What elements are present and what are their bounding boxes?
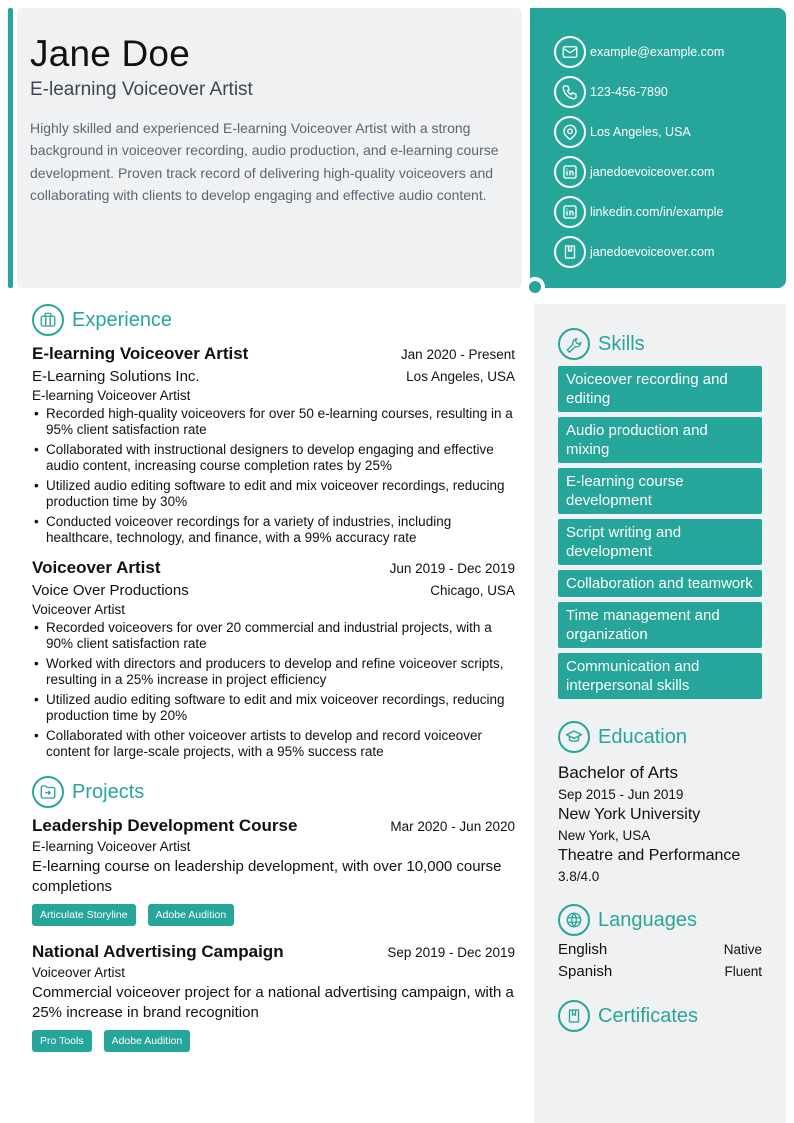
job-location: Los Angeles, USA	[406, 369, 515, 384]
contact-linkedin[interactable]	[554, 192, 786, 232]
contact-portfolio-text: janedoevoiceover.com	[590, 245, 715, 259]
languages-heading	[558, 904, 762, 936]
experience-title: Experience	[72, 308, 173, 331]
job-date: Jun 2019 - Dec 2019	[389, 561, 515, 576]
wrench-icon	[558, 328, 590, 360]
job-bullets	[32, 620, 515, 760]
connector-dot	[525, 277, 545, 297]
phone-icon	[554, 76, 586, 108]
education-heading	[558, 721, 762, 753]
project-tag: Adobe Audition	[104, 1030, 191, 1052]
job-bullet: • Collaborated with other voiceover artists to develop and record voiceover content for large-scale projects, with a 95% success rate	[32, 728, 515, 760]
language-row	[558, 941, 762, 958]
contact-email[interactable]	[554, 32, 786, 72]
job-bullet: • Utilized audio editing software to edit and mix voiceover recordings, reducing production time by 30%	[32, 478, 515, 510]
main-column	[32, 304, 515, 1052]
contact-panel	[530, 8, 786, 288]
experience-heading	[32, 304, 515, 336]
job-role: Voiceover Artist	[32, 602, 126, 617]
edu-location: New York, USA	[558, 828, 651, 843]
graduation-cap-icon	[558, 721, 590, 753]
language-level: Fluent	[724, 964, 762, 979]
project-entry	[32, 942, 515, 1052]
header	[17, 8, 522, 288]
project-description: E-learning course on leadership development, with over 10,000 course completions	[32, 858, 502, 895]
job-title: E-learning Voiceover Artist	[32, 344, 249, 363]
summary: Highly skilled and experienced E-learning Voiceover Artist with a strong background in voiceover recording, audio production, and e-learning course development. Proven track record of delivering high-quality voiceovers and collaborating with clients to develop engaging and effective audio content.	[30, 119, 499, 204]
header-accent-bar	[8, 8, 13, 288]
edu-field: Theatre and Performance	[558, 847, 741, 864]
language-row	[558, 963, 762, 980]
project-role: E-learning Voiceover Artist	[32, 839, 191, 854]
project-description: Commercial voiceover project for a national advertising campaign, with a 25% increase in brand recognition	[32, 984, 514, 1021]
job-company: Voice Over Productions	[32, 582, 189, 599]
skill-item: Communication and interpersonal skills	[558, 653, 762, 699]
edu-gpa: 3.8/4.0	[558, 869, 600, 884]
language-level: Native	[723, 942, 762, 957]
language-name: English	[558, 941, 608, 958]
projects-heading	[32, 776, 515, 808]
edu-school: New York University	[558, 806, 701, 823]
candidate-name: Jane Doe	[30, 33, 190, 74]
certificates-heading	[558, 1000, 762, 1032]
experience-entry	[32, 558, 515, 760]
contact-linkedin-text: linkedin.com/in/example	[590, 205, 724, 219]
job-bullet: • Utilized audio editing software to edit and mix voiceover recordings, reducing production time by 20%	[32, 692, 515, 724]
contact-phone[interactable]	[554, 72, 786, 112]
skills-title: Skills	[598, 332, 645, 355]
project-tag: Pro Tools	[32, 1030, 92, 1052]
bookmark-book-icon	[554, 236, 586, 268]
project-title: National Advertising Campaign	[32, 942, 284, 961]
project-title: Leadership Development Course	[32, 816, 298, 835]
contact-location-text: Los Angeles, USA	[590, 125, 691, 139]
mail-icon	[554, 36, 586, 68]
sidebar	[534, 304, 786, 1123]
skill-item: Script writing and development	[558, 519, 762, 565]
education-entry	[558, 763, 762, 884]
contact-phone-text: 123-456-7890	[590, 85, 668, 99]
contact-location	[554, 112, 786, 152]
language-name: Spanish	[558, 963, 613, 980]
job-bullet: • Recorded voiceovers for over 20 commercial and industrial projects, with a 90% client satisfaction rate	[32, 620, 515, 652]
skill-item: E-learning course development	[558, 468, 762, 514]
project-tags	[32, 904, 515, 926]
certificates-title: Certificates	[598, 1004, 699, 1027]
job-bullet: • Collaborated with instructional designers to develop engaging and effective audio content, increasing course completion rates by 25%	[32, 442, 515, 474]
edu-date: Sep 2015 - Jun 2019	[558, 787, 684, 802]
skill-item: Time management and organization	[558, 602, 762, 648]
project-tag: Articulate Storyline	[32, 904, 136, 926]
linkedin-icon	[554, 196, 586, 228]
skill-item: Voiceover recording and editing	[558, 366, 762, 412]
job-bullets	[32, 406, 515, 546]
project-tag: Adobe Audition	[148, 904, 235, 926]
project-tags	[32, 1030, 515, 1052]
briefcase-icon	[32, 304, 64, 336]
project-entry	[32, 816, 515, 926]
languages-list	[558, 941, 762, 980]
education-title: Education	[598, 725, 687, 748]
project-date: Mar 2020 - Jun 2020	[390, 819, 515, 834]
job-role: E-learning Voiceover Artist	[32, 388, 191, 403]
contact-website-text: janedoevoiceover.com	[590, 165, 715, 179]
job-bullet: • Conducted voiceover recordings for a variety of industries, including healthcare, technology, and finance, with a 99% accuracy rate	[32, 514, 515, 546]
globe-icon	[558, 904, 590, 936]
linkedin-icon	[554, 156, 586, 188]
languages-title: Languages	[598, 908, 697, 931]
map-pin-icon	[554, 116, 586, 148]
folder-icon	[32, 776, 64, 808]
skills-heading	[558, 328, 762, 360]
project-date: Sep 2019 - Dec 2019	[387, 945, 515, 960]
contact-portfolio[interactable]	[554, 232, 786, 272]
edu-degree: Bachelor of Arts	[558, 763, 679, 782]
contact-website[interactable]	[554, 152, 786, 192]
job-bullet: • Worked with directors and producers to develop and refine voiceover scripts, resulting in a 25% increase in project efficiency	[32, 656, 515, 688]
job-location: Chicago, USA	[430, 583, 515, 598]
project-role: Voiceover Artist	[32, 965, 126, 980]
projects-title: Projects	[72, 780, 145, 803]
experience-entry	[32, 344, 515, 546]
job-company: E-Learning Solutions Inc.	[32, 368, 200, 385]
contact-email-text: example@example.com	[590, 45, 725, 59]
certificate-book-icon	[558, 1000, 590, 1032]
skill-item: Audio production and mixing	[558, 417, 762, 463]
candidate-title: E-learning Voiceover Artist	[30, 78, 253, 100]
job-bullet: • Recorded high-quality voiceovers for over 50 e-learning courses, resulting in a 95% client satisfaction rate	[32, 406, 515, 438]
job-title: Voiceover Artist	[32, 558, 161, 577]
skill-item: Collaboration and teamwork	[558, 570, 762, 597]
skills-list	[558, 366, 762, 699]
job-date: Jan 2020 - Present	[400, 347, 515, 362]
